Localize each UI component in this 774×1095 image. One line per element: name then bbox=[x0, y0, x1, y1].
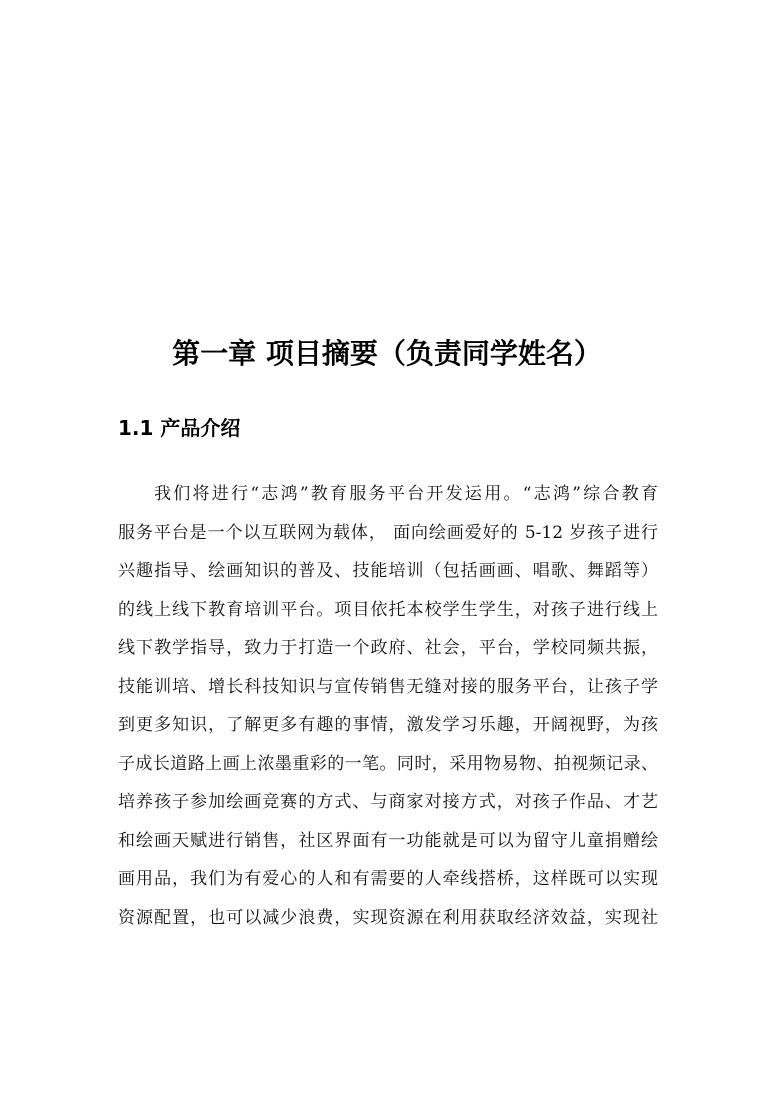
paragraph-line: 我们将进行“志鸿”教育服务平台开发运用。“志鸿”综合教育 bbox=[154, 484, 658, 504]
section-heading: 1.1 产品介绍 bbox=[118, 416, 241, 440]
chapter-title: 第一章 项目摘要（负责同学姓名） bbox=[172, 337, 602, 370]
paragraph-line: 画用品，我们为有爱心的人和有需要的人牵线搭桥，这样既可以实现 bbox=[118, 869, 658, 889]
paragraph-line: 培养孩子参加绘画竞赛的方式、与商家对接方式，对孩子作品、才艺 bbox=[118, 792, 658, 812]
paragraph-line: 技能训培、增长科技知识与宣传销售无缝对接的服务平台，让孩子学 bbox=[118, 676, 658, 697]
paragraph-line: 到更多知识，了解更多有趣的事情，激发学习乐趣，开阔视野，为孩 bbox=[118, 715, 658, 735]
paragraph-line: 子成长道路上画上浓墨重彩的一笔。同时，采用物易物、拍视频记录、 bbox=[118, 753, 658, 774]
paragraph-line: 线下教学指导，致力于打造一个政府、社会，平台，学校同频共振， bbox=[118, 638, 658, 658]
paragraph-line: 资源配置，也可以减少浪费，实现资源在利用获取经济效益，实现社 bbox=[118, 907, 658, 928]
body-paragraph bbox=[118, 475, 658, 937]
paragraph-line: 服务平台是一个以互联网为载体， 面向绘画爱好的 5-12 岁孩子进行 bbox=[118, 522, 658, 543]
paragraph-line: 和绘画天赋进行销售，社区界面有一功能就是可以为留守儿童捐赠绘 bbox=[118, 830, 658, 851]
paragraph-line: 的线上线下教育培训平台。项目依托本校学生学生，对孩子进行线上 bbox=[118, 599, 658, 620]
paragraph-line: 兴趣指导、绘画知识的普及、技能培训（包括画画、唱歌、舞蹈等） bbox=[118, 561, 658, 581]
